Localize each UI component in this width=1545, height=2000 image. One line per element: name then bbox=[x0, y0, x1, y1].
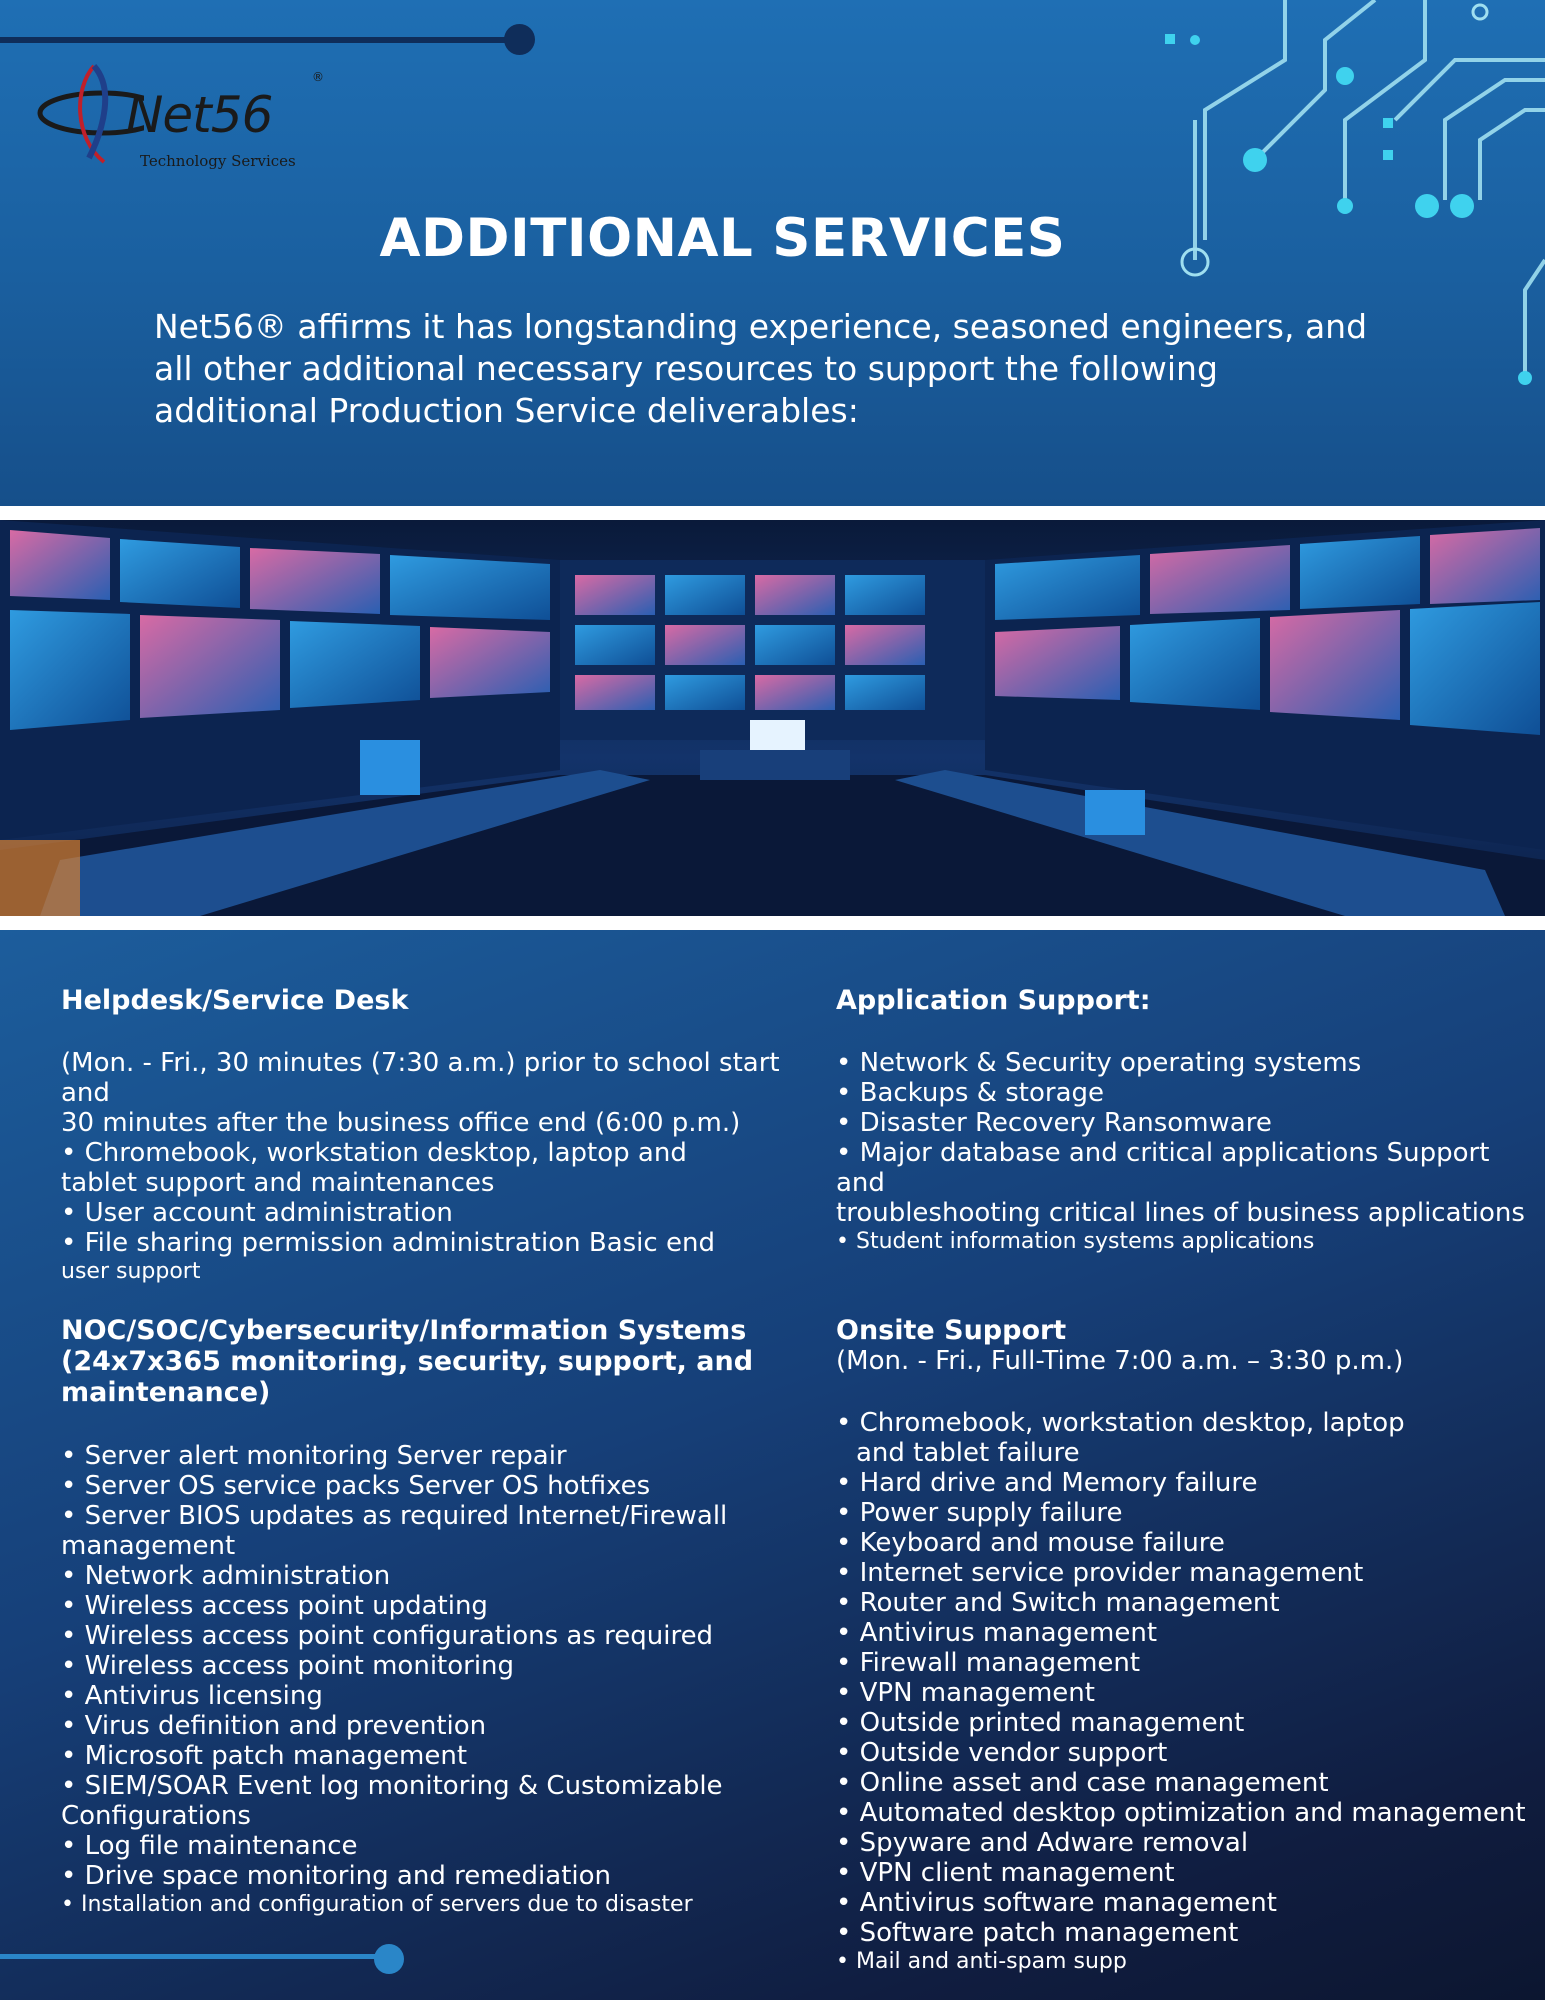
list-item: • Internet service provider management bbox=[836, 1558, 1536, 1588]
decorative-dot bbox=[374, 1944, 404, 1974]
app-support-title: Application Support: bbox=[836, 985, 1151, 1016]
list-item: • SIEM/SOAR Event log monitoring & Customizable bbox=[61, 1771, 821, 1801]
list-item: • Wireless access point monitoring bbox=[61, 1651, 821, 1681]
onsite-hours: (Mon. - Fri., Full-Time 7:00 a.m. – 3:30 p.m.) bbox=[836, 1346, 1404, 1376]
list-item: • User account administration bbox=[61, 1198, 821, 1228]
list-item: • File sharing permission administration Basic end bbox=[61, 1228, 821, 1258]
onsite-title: Onsite Support bbox=[836, 1315, 1067, 1346]
list-item-continued: Configurations bbox=[61, 1801, 251, 1831]
list-item: • Virus definition and prevention bbox=[61, 1711, 821, 1741]
list-item: • Server alert monitoring Server repair bbox=[61, 1441, 821, 1471]
list-item: • Keyboard and mouse failure bbox=[836, 1528, 1536, 1558]
right-column bbox=[836, 985, 1536, 1975]
list-item-continued: and tablet failure bbox=[856, 1438, 1080, 1468]
page-title: ADDITIONAL SERVICES bbox=[379, 208, 1066, 269]
list-item: • Software patch management bbox=[836, 1918, 1536, 1948]
list-item: • Student information systems applications bbox=[836, 1228, 1536, 1255]
list-item: • Chromebook, workstation desktop, laptop bbox=[836, 1408, 1536, 1438]
decorative-line bbox=[0, 37, 520, 43]
list-item-continued: user support bbox=[61, 1259, 201, 1284]
list-item: • Antivirus management bbox=[836, 1618, 1536, 1648]
noc-title: maintenance) bbox=[61, 1377, 271, 1408]
intro-line: Net56® affirms it has longstanding experience, seasoned engineers, and bbox=[154, 307, 1368, 346]
list-item-continued: troubleshooting critical lines of business applications bbox=[836, 1198, 1525, 1228]
logo-wordmark: Net56 bbox=[126, 86, 273, 144]
list-item: • Outside printed management bbox=[836, 1708, 1536, 1738]
helpdesk-title: Helpdesk/Service Desk bbox=[61, 985, 409, 1016]
list-item: • Drive space monitoring and remediation bbox=[61, 1861, 821, 1891]
list-item: • Wireless access point configurations as required bbox=[61, 1621, 821, 1651]
list-item: • Server BIOS updates as required Internet/Firewall bbox=[61, 1501, 821, 1531]
list-item: • Installation and configuration of servers due to disaster bbox=[61, 1891, 821, 1918]
decorative-dot bbox=[504, 24, 535, 55]
list-item: • Server OS service packs Server OS hotfixes bbox=[61, 1471, 821, 1501]
left-column bbox=[61, 985, 821, 1918]
list-item: • Online asset and case management bbox=[836, 1768, 1536, 1798]
intro-line: additional Production Service deliverables: bbox=[154, 391, 859, 430]
list-item: • VPN management bbox=[836, 1678, 1536, 1708]
list-item-continued: tablet support and maintenances bbox=[61, 1168, 495, 1198]
list-item: • Chromebook, workstation desktop, laptop and bbox=[61, 1138, 821, 1168]
list-item: • Firewall management bbox=[836, 1648, 1536, 1678]
noc-title: (24x7x365 monitoring, security, support, and bbox=[61, 1346, 754, 1377]
list-item: • Antivirus software management bbox=[836, 1888, 1536, 1918]
list-item: • Major database and critical applications Support and bbox=[836, 1138, 1536, 1198]
list-item: • Network & Security operating systems bbox=[836, 1048, 1536, 1078]
intro-line: all other additional necessary resources to support the following bbox=[154, 349, 1218, 388]
list-item: • Power supply failure bbox=[836, 1498, 1536, 1528]
list-item: • Disaster Recovery Ransomware bbox=[836, 1108, 1536, 1138]
list-item-continued: management bbox=[61, 1531, 236, 1561]
logo-tagline: Technology Services bbox=[140, 152, 296, 170]
list-item: • Spyware and Adware removal bbox=[836, 1828, 1536, 1858]
list-item: • Mail and anti-spam supp bbox=[836, 1948, 1536, 1975]
list-item: • Network administration bbox=[61, 1561, 821, 1591]
control-room-photo bbox=[0, 520, 1545, 916]
list-item: • VPN client management bbox=[836, 1858, 1536, 1888]
intro-paragraph bbox=[154, 306, 1454, 432]
list-item: • Log file maintenance bbox=[61, 1831, 821, 1861]
list-item: • Hard drive and Memory failure bbox=[836, 1468, 1536, 1498]
noc-title: NOC/SOC/Cybersecurity/Information Systems bbox=[61, 1315, 747, 1346]
list-item: • Wireless access point updating bbox=[61, 1591, 821, 1621]
list-item: • Backups & storage bbox=[836, 1078, 1536, 1108]
logo-registered-mark: ® bbox=[312, 70, 324, 84]
list-item: • Router and Switch management bbox=[836, 1588, 1536, 1618]
helpdesk-hours: (Mon. - Fri., 30 minutes (7:30 a.m.) prior to school start and bbox=[61, 1048, 780, 1108]
list-item: • Microsoft patch management bbox=[61, 1741, 821, 1771]
net56-logo bbox=[34, 58, 334, 178]
helpdesk-hours: 30 minutes after the business office end (6:00 p.m.) bbox=[61, 1108, 741, 1138]
list-item: • Automated desktop optimization and management bbox=[836, 1798, 1536, 1828]
list-item: • Outside vendor support bbox=[836, 1738, 1536, 1768]
list-item: • Antivirus licensing bbox=[61, 1681, 821, 1711]
decorative-line bbox=[0, 1954, 390, 1959]
